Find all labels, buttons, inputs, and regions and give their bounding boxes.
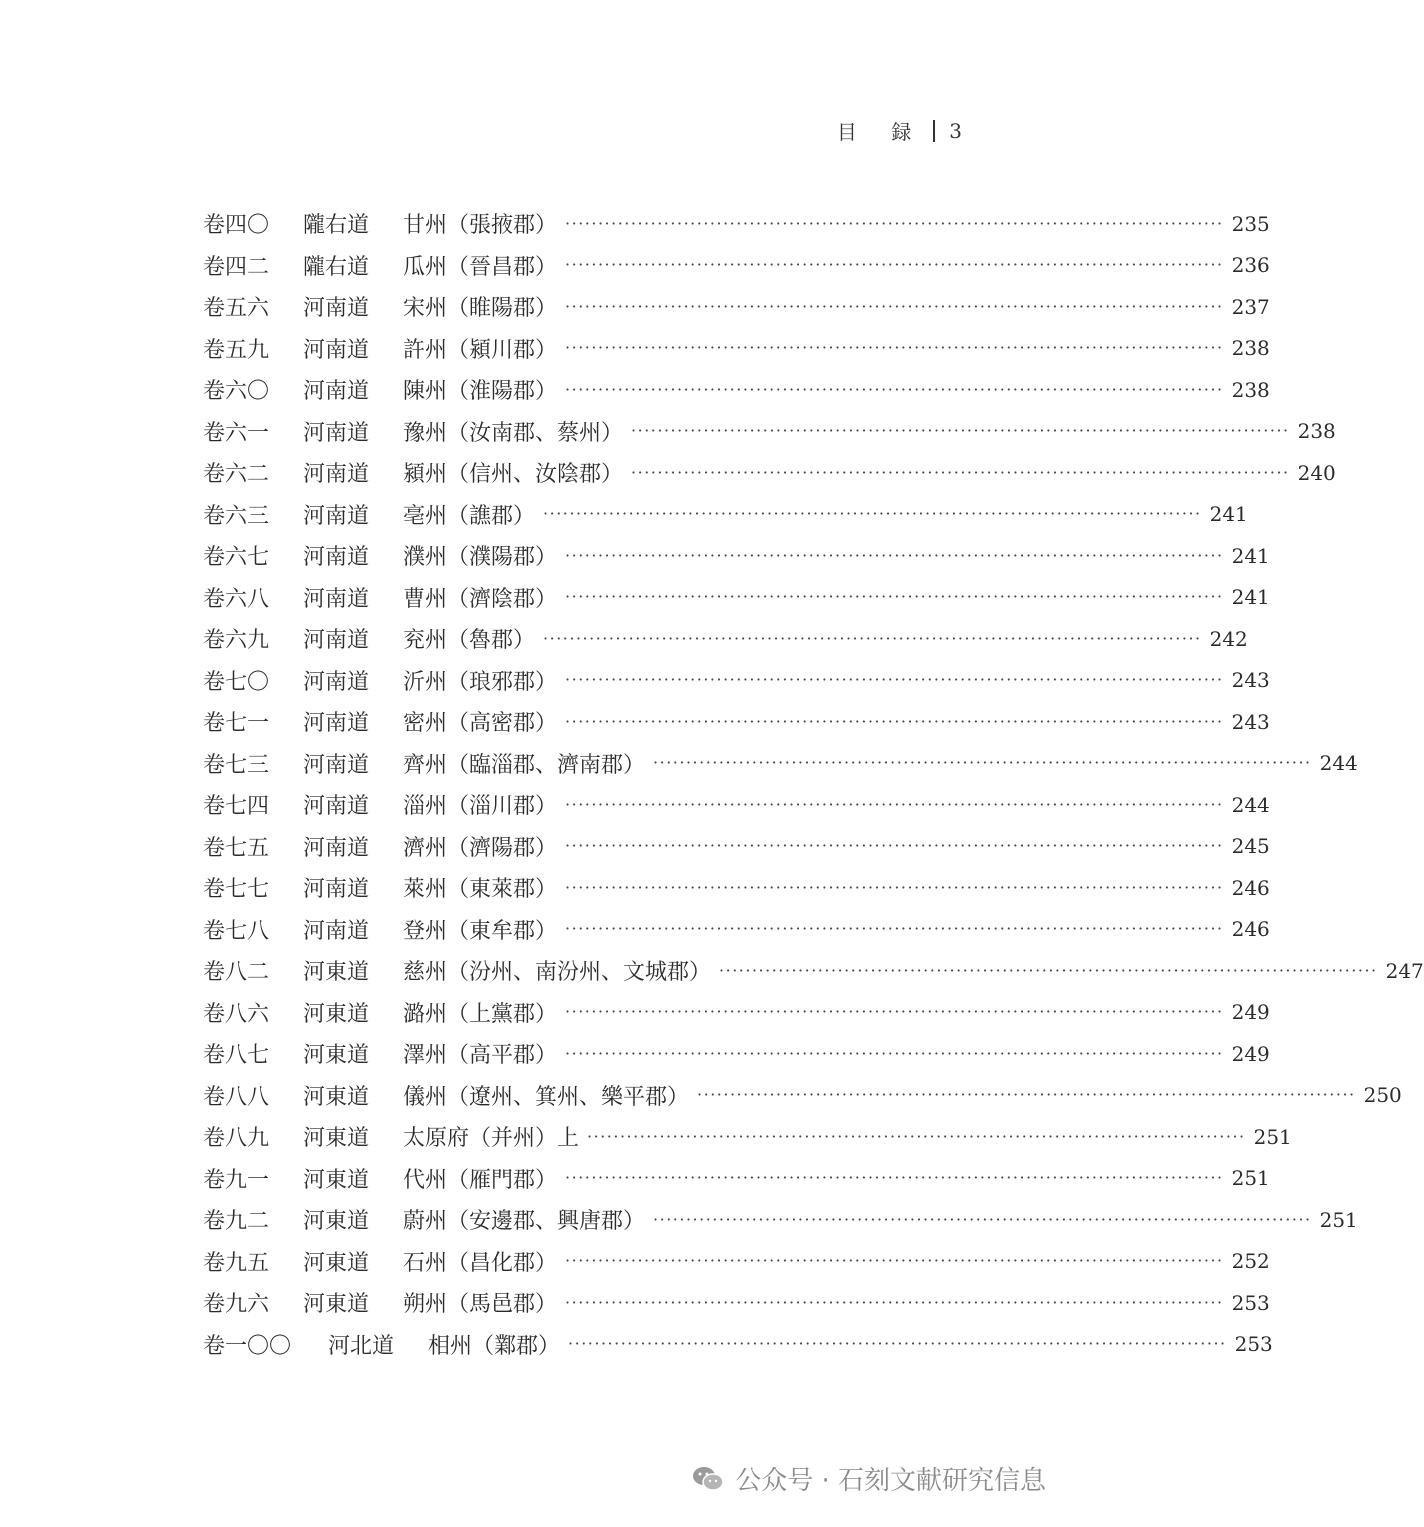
toc-page-number: 237	[1231, 294, 1270, 319]
toc-juan: 卷七四	[203, 794, 270, 820]
toc-juan: 卷八二	[203, 960, 270, 986]
toc-juan: 卷九一	[203, 1167, 270, 1193]
toc-page-number: 252	[1231, 1249, 1270, 1274]
toc-page-number: 247	[1385, 958, 1424, 983]
toc-zhou: 澤州（高平郡）	[403, 1043, 558, 1069]
toc-entry	[203, 660, 1270, 702]
toc-dao: 河南道	[303, 337, 370, 363]
toc-dao: 河南道	[303, 711, 370, 737]
toc-page-number: 249	[1231, 1000, 1270, 1025]
toc-leader-dots: ····································································································	[587, 1126, 1246, 1146]
toc-page-number: 235	[1231, 211, 1270, 236]
toc-page-number: 251	[1319, 1207, 1358, 1232]
toc-zhou: 甘州（張掖郡）	[403, 213, 558, 239]
toc-entry	[203, 577, 1270, 619]
toc-dao: 河南道	[303, 669, 370, 695]
toc-leader-dots: ····································································································	[565, 794, 1224, 814]
toc-page-number: 250	[1363, 1083, 1402, 1108]
toc-dao: 隴右道	[303, 254, 370, 280]
toc-leader-dots: ····································································································	[565, 255, 1224, 275]
toc-juan: 卷九六	[203, 1292, 270, 1318]
toc-zhou: 潞州（上黨郡）	[403, 1001, 558, 1027]
wechat-icon	[691, 1464, 725, 1494]
toc-entry	[203, 867, 1270, 909]
toc-zhou: 兖州（魯郡）	[403, 628, 536, 654]
toc-entry	[203, 701, 1270, 743]
toc-zhou: 沂州（琅邪郡）	[403, 669, 558, 695]
toc-juan: 卷七八	[203, 918, 270, 944]
toc-entry	[203, 245, 1270, 287]
toc-entry	[203, 1075, 1402, 1117]
toc-leader-dots: ····································································································	[565, 919, 1224, 939]
toc-dao: 河北道	[328, 1333, 395, 1359]
toc-entry	[203, 1199, 1358, 1241]
toc-dao: 河東道	[303, 1292, 370, 1318]
toc-page-number: 241	[1209, 502, 1248, 527]
toc-page-number: 238	[1297, 419, 1336, 444]
toc-page-number: 253	[1234, 1332, 1273, 1357]
toc-juan: 卷五九	[203, 337, 270, 363]
toc-entry	[203, 203, 1270, 245]
toc-leader-dots: ····································································································	[565, 545, 1224, 565]
toc-leader-dots: ····································································································	[543, 628, 1202, 648]
toc-zhou: 淄州（淄川郡）	[403, 794, 558, 820]
toc-dao: 河南道	[303, 503, 370, 529]
toc-zhou: 相州（鄴郡）	[428, 1333, 561, 1359]
toc-entry	[203, 452, 1336, 494]
toc-zhou: 潁州（信州、汝陰郡）	[403, 462, 624, 488]
toc-zhou: 萊州（東萊郡）	[403, 877, 558, 903]
toc-juan: 卷四〇	[203, 213, 270, 239]
toc-dao: 河東道	[303, 1250, 370, 1276]
toc-zhou: 儀州（遼州、箕州、樂平郡）	[403, 1084, 690, 1110]
toc-entry	[203, 743, 1358, 785]
toc-zhou: 濮州（濮陽郡）	[403, 545, 558, 571]
toc-entry	[203, 328, 1270, 370]
toc-juan: 卷六〇	[203, 379, 270, 405]
toc-zhou: 蔚州（安邊郡、興唐郡）	[403, 1209, 646, 1235]
toc-juan: 卷八九	[203, 1126, 270, 1152]
toc-page-number: 240	[1297, 460, 1336, 485]
toc-leader-dots: ····································································································	[565, 1292, 1224, 1312]
toc-dao: 河南道	[303, 462, 370, 488]
toc-page-number: 246	[1231, 875, 1270, 900]
toc-leader-dots: ····································································································	[565, 587, 1224, 607]
toc-page-number: 253	[1231, 1290, 1270, 1315]
toc-page-number: 243	[1231, 668, 1270, 693]
toc-juan: 卷八七	[203, 1043, 270, 1069]
toc-page-number: 241	[1231, 585, 1270, 610]
toc-zhou: 瓜州（晉昌郡）	[403, 254, 558, 280]
toc-dao: 河東道	[303, 960, 370, 986]
toc-page-number: 246	[1231, 917, 1270, 942]
toc-dao: 河東道	[303, 1001, 370, 1027]
toc-dao: 隴右道	[303, 213, 370, 239]
toc-zhou: 曹州（濟陰郡）	[403, 586, 558, 612]
toc-entry	[203, 1158, 1270, 1200]
toc-entry	[203, 1116, 1292, 1158]
toc-entry	[203, 1241, 1270, 1283]
toc-leader-dots: ····································································································	[631, 462, 1290, 482]
toc-juan: 卷六三	[203, 503, 270, 529]
toc-juan: 卷七一	[203, 711, 270, 737]
toc-zhou: 密州（高密郡）	[403, 711, 558, 737]
toc-zhou: 代州（雁門郡）	[403, 1167, 558, 1193]
toc-page-number: 242	[1209, 626, 1248, 651]
toc-leader-dots: ····································································································	[565, 877, 1224, 897]
toc-leader-dots: ····································································································	[565, 296, 1224, 316]
watermark	[691, 1460, 1046, 1497]
toc-zhou: 登州（東牟郡）	[403, 918, 558, 944]
toc-entry	[203, 1282, 1270, 1324]
toc-dao: 河南道	[303, 877, 370, 903]
toc-juan: 卷一〇〇	[203, 1333, 292, 1359]
table-of-contents	[203, 203, 1424, 1365]
toc-dao: 河南道	[303, 628, 370, 654]
toc-leader-dots: ····································································································	[653, 1209, 1312, 1229]
toc-dao: 河南道	[303, 918, 370, 944]
toc-zhou: 陳州（淮陽郡）	[403, 379, 558, 405]
toc-leader-dots: ····································································································	[565, 1251, 1224, 1271]
toc-juan: 卷八六	[203, 1001, 270, 1027]
toc-juan: 卷六九	[203, 628, 270, 654]
toc-page-number: 251	[1253, 1124, 1292, 1149]
toc-page-number: 238	[1231, 336, 1270, 361]
toc-dao: 河南道	[303, 379, 370, 405]
toc-juan: 卷五六	[203, 296, 270, 322]
header-divider	[933, 120, 935, 142]
toc-zhou: 慈州（汾州、南汾州、文城郡）	[403, 960, 712, 986]
toc-leader-dots: ····································································································	[631, 421, 1290, 441]
toc-page-number: 238	[1231, 377, 1270, 402]
toc-zhou: 朔州（馬邑郡）	[403, 1292, 558, 1318]
toc-entry	[203, 1033, 1270, 1075]
toc-dao: 河南道	[303, 420, 370, 446]
toc-leader-dots: ····································································································	[565, 1002, 1224, 1022]
toc-dao: 河南道	[303, 752, 370, 778]
toc-zhou: 石州（昌化郡）	[403, 1250, 558, 1276]
toc-juan: 卷九五	[203, 1250, 270, 1276]
toc-entry	[203, 618, 1248, 660]
toc-page-number: 241	[1231, 543, 1270, 568]
header-title: 目 録	[836, 120, 926, 144]
toc-entry	[203, 909, 1270, 951]
toc-entry	[203, 992, 1270, 1034]
toc-dao: 河南道	[303, 296, 370, 322]
toc-entry	[203, 535, 1270, 577]
toc-dao: 河東道	[303, 1084, 370, 1110]
toc-leader-dots: ····································································································	[565, 1168, 1224, 1188]
toc-leader-dots: ····································································································	[568, 1334, 1227, 1354]
toc-juan: 卷六七	[203, 545, 270, 571]
toc-leader-dots: ····································································································	[565, 1043, 1224, 1063]
toc-entry	[203, 826, 1270, 868]
toc-dao: 河東道	[303, 1043, 370, 1069]
toc-dao: 河東道	[303, 1209, 370, 1235]
toc-entry	[203, 286, 1270, 328]
toc-leader-dots: ····································································································	[565, 213, 1224, 233]
toc-leader-dots: ····································································································	[565, 711, 1224, 731]
toc-leader-dots: ····································································································	[565, 670, 1224, 690]
toc-zhou: 齊州（臨淄郡、濟南郡）	[403, 752, 646, 778]
toc-leader-dots: ····································································································	[565, 836, 1224, 856]
toc-juan: 卷六一	[203, 420, 270, 446]
toc-zhou: 亳州（譙郡）	[403, 503, 536, 529]
toc-juan: 卷七三	[203, 752, 270, 778]
toc-leader-dots: ····································································································	[565, 338, 1224, 358]
watermark-text: 公众号 · 石刻文献研究信息	[735, 1466, 1046, 1496]
header-page-number: 3	[949, 118, 962, 143]
toc-juan: 卷六八	[203, 586, 270, 612]
toc-zhou: 豫州（汝南郡、蔡州）	[403, 420, 624, 446]
toc-dao: 河東道	[303, 1167, 370, 1193]
toc-page-number: 245	[1231, 834, 1270, 859]
toc-dao: 河南道	[303, 835, 370, 861]
toc-dao: 河東道	[303, 1126, 370, 1152]
toc-entry	[203, 950, 1424, 992]
toc-entry	[203, 411, 1336, 453]
toc-zhou: 許州（潁川郡）	[403, 337, 558, 363]
toc-juan: 卷九二	[203, 1209, 270, 1235]
toc-page-number: 244	[1231, 792, 1270, 817]
toc-entry	[203, 494, 1248, 536]
toc-zhou: 太原府（并州）上	[403, 1126, 580, 1152]
toc-leader-dots: ····································································································	[565, 379, 1224, 399]
toc-leader-dots: ····································································································	[543, 504, 1202, 524]
toc-juan: 卷六二	[203, 462, 270, 488]
toc-entry	[203, 784, 1270, 826]
toc-entry	[203, 369, 1270, 411]
toc-leader-dots: ····································································································	[719, 960, 1378, 980]
toc-juan: 卷七七	[203, 877, 270, 903]
toc-leader-dots: ····································································································	[653, 753, 1312, 773]
toc-juan: 卷四二	[203, 254, 270, 280]
toc-page-number: 243	[1231, 709, 1270, 734]
toc-dao: 河南道	[303, 545, 370, 571]
toc-page-number: 251	[1231, 1166, 1270, 1191]
toc-page-number: 249	[1231, 1041, 1270, 1066]
toc-dao: 河南道	[303, 586, 370, 612]
toc-entry	[203, 1324, 1273, 1366]
toc-zhou: 宋州（睢陽郡）	[403, 296, 558, 322]
toc-zhou: 濟州（濟陽郡）	[403, 835, 558, 861]
running-header	[837, 116, 962, 145]
toc-leader-dots: ····································································································	[697, 1085, 1356, 1105]
toc-dao: 河南道	[303, 794, 370, 820]
toc-page-number: 236	[1231, 253, 1270, 278]
toc-juan: 卷七五	[203, 835, 270, 861]
toc-juan: 卷八八	[203, 1084, 270, 1110]
toc-page-number: 244	[1319, 751, 1358, 776]
toc-juan: 卷七〇	[203, 669, 270, 695]
